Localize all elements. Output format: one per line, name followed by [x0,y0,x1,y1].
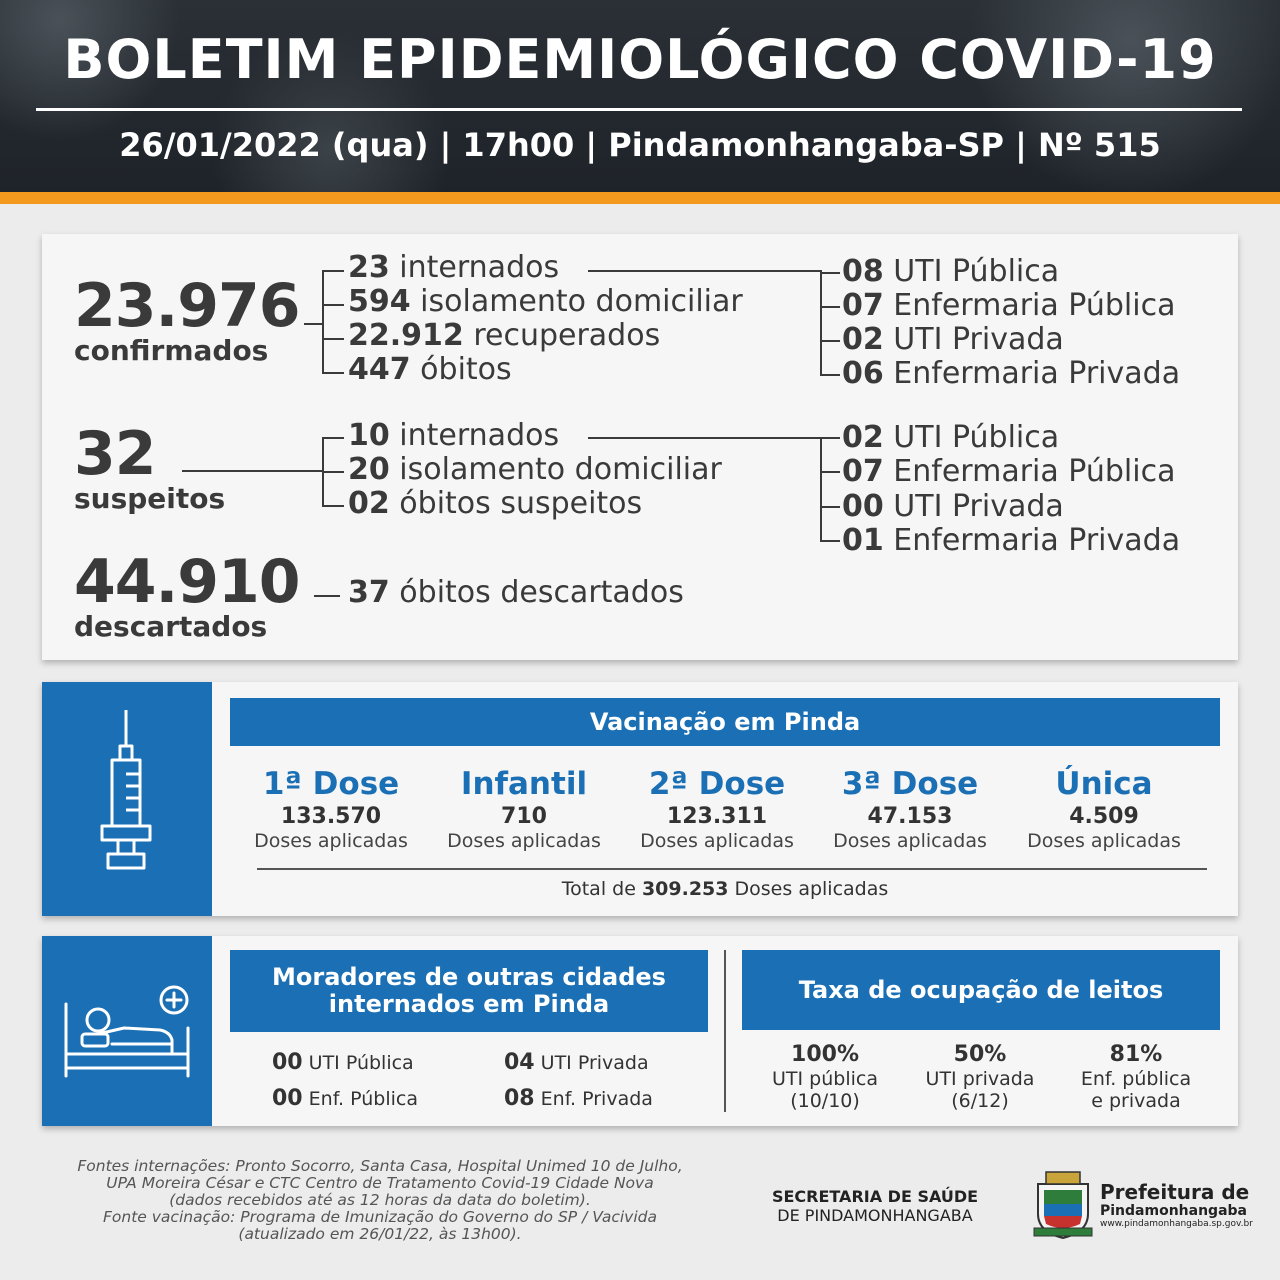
suspeitos-leito: 07 Enfermaria Pública [842,454,1176,489]
connector [588,437,822,439]
confirmados-label: confirmados [74,334,269,367]
ocupacao-item: 81% Enf. pública e privada [1080,1042,1192,1112]
connector [820,437,822,542]
connector [182,470,322,472]
vaccination-panel [42,682,1238,916]
connector [820,272,822,376]
ocupacao-item: 50% UTI privada (6/12) [925,1042,1035,1112]
connector [820,471,840,473]
header-divider [36,108,1242,111]
dose-item: Infantil 710 Doses aplicadas [447,766,601,852]
moradores-title: Moradores de outras cidades internados em Pinda [230,950,708,1032]
sources-note: Fontes internações: Pronto Socorro, Santa Casa, Hospital Unimed 10 de Julho, UPA Moreira César e CTC Centro de Tratamento Covid-19 Cidade Nova (dados recebidos até as 12 horas da data do boletim). Fonte vacinação: Programa de Imunização do Governo do SP / Vacivida (atualizado em 26/01/22, às 13h00). [77,1157,683,1243]
dose-item: Única 4.509 Doses aplicadas [1027,766,1181,852]
connector [314,595,340,597]
moradores-item: 00 Enf. Pública [272,1086,418,1111]
descartados-obitos: 37 óbitos descartados [348,575,684,610]
moradores-item: 04 UTI Privada [504,1050,649,1075]
syringe-icon [42,682,212,916]
hospital-bed-icon [42,936,212,1126]
header-banner [0,0,1280,192]
connector [322,437,344,439]
confirmados-item: 447 óbitos [348,352,512,387]
vaccination-icon-panel [42,682,212,916]
dose-item: 3ª Dose 47.153 Doses aplicadas [833,766,987,852]
accent-stripe [0,192,1280,204]
connector [322,338,344,340]
confirmados-item: 23 internados [348,250,560,285]
moradores-item: 00 UTI Pública [272,1050,414,1075]
connector [820,306,840,308]
ocupacao-item: 100% UTI pública (10/10) [772,1042,878,1112]
suspeitos-item: 20 isolamento domiciliar [348,452,722,487]
confirmados-item: 594 isolamento domiciliar [348,284,743,319]
suspeitos-label: suspeitos [74,482,226,515]
secretaria-label: SECRETARIA DE SAÚDE DE PINDAMONHANGABA [771,1187,979,1225]
confirmados-item: 22.912 recuperados [348,318,661,353]
suspeitos-leito: 00 UTI Privada [842,489,1064,524]
connector [322,270,344,272]
connector [322,372,344,374]
connector [322,471,344,473]
connector [322,304,344,306]
suspeitos-total: 32 [74,419,156,489]
connector [820,374,840,376]
vaccination-divider [257,868,1207,870]
suspeitos-item: 02 óbitos suspeitos [348,486,643,521]
descartados-block [74,547,300,643]
connector [820,540,840,542]
suspeitos-leito: 02 UTI Pública [842,420,1060,455]
confirmados-leito: 07 Enfermaria Pública [842,288,1176,323]
connector [588,270,822,272]
municipal-crest-icon [1032,1170,1094,1240]
dose-item: 2ª Dose 123.311 Doses aplicadas [640,766,794,852]
section-divider [724,950,726,1112]
confirmados-leito: 02 UTI Privada [842,322,1064,357]
descartados-total: 44.910 [74,547,300,617]
connector [322,270,324,374]
suspeitos-item: 10 internados [348,418,560,453]
page-title: BOLETIM EPIDEMIOLÓGICO COVID-19 [63,28,1217,91]
hospital-icon-panel [42,936,212,1126]
connector [322,505,344,507]
confirmados-leito: 08 UTI Pública [842,254,1060,289]
connector [820,272,840,274]
ocupacao-title: Taxa de ocupação de leitos [742,950,1220,1030]
confirmados-block [74,271,300,367]
suspeitos-leito: 01 Enfermaria Privada [842,523,1181,558]
vaccination-total: Total de 309.253 Doses aplicadas [561,878,889,900]
page-subtitle: 26/01/2022 (qua) | 17h00 | Pindamonhangaba-SP | Nº 515 [119,126,1161,164]
connector [820,506,840,508]
confirmados-leito: 06 Enfermaria Privada [842,356,1181,391]
dose-item: 1ª Dose 133.570 Doses aplicadas [254,766,408,852]
prefeitura-logo-text: Prefeitura de Pindamonhangaba www.pindamonhangaba.sp.gov.br [1100,1180,1253,1229]
connector [820,340,840,342]
moradores-item: 08 Enf. Privada [504,1086,653,1111]
connector [820,437,840,439]
confirmados-total: 23.976 [74,271,300,341]
suspeitos-block [74,419,226,515]
vaccination-title: Vacinação em Pinda [230,698,1220,746]
connector [304,323,322,325]
descartados-label: descartados [74,610,268,643]
